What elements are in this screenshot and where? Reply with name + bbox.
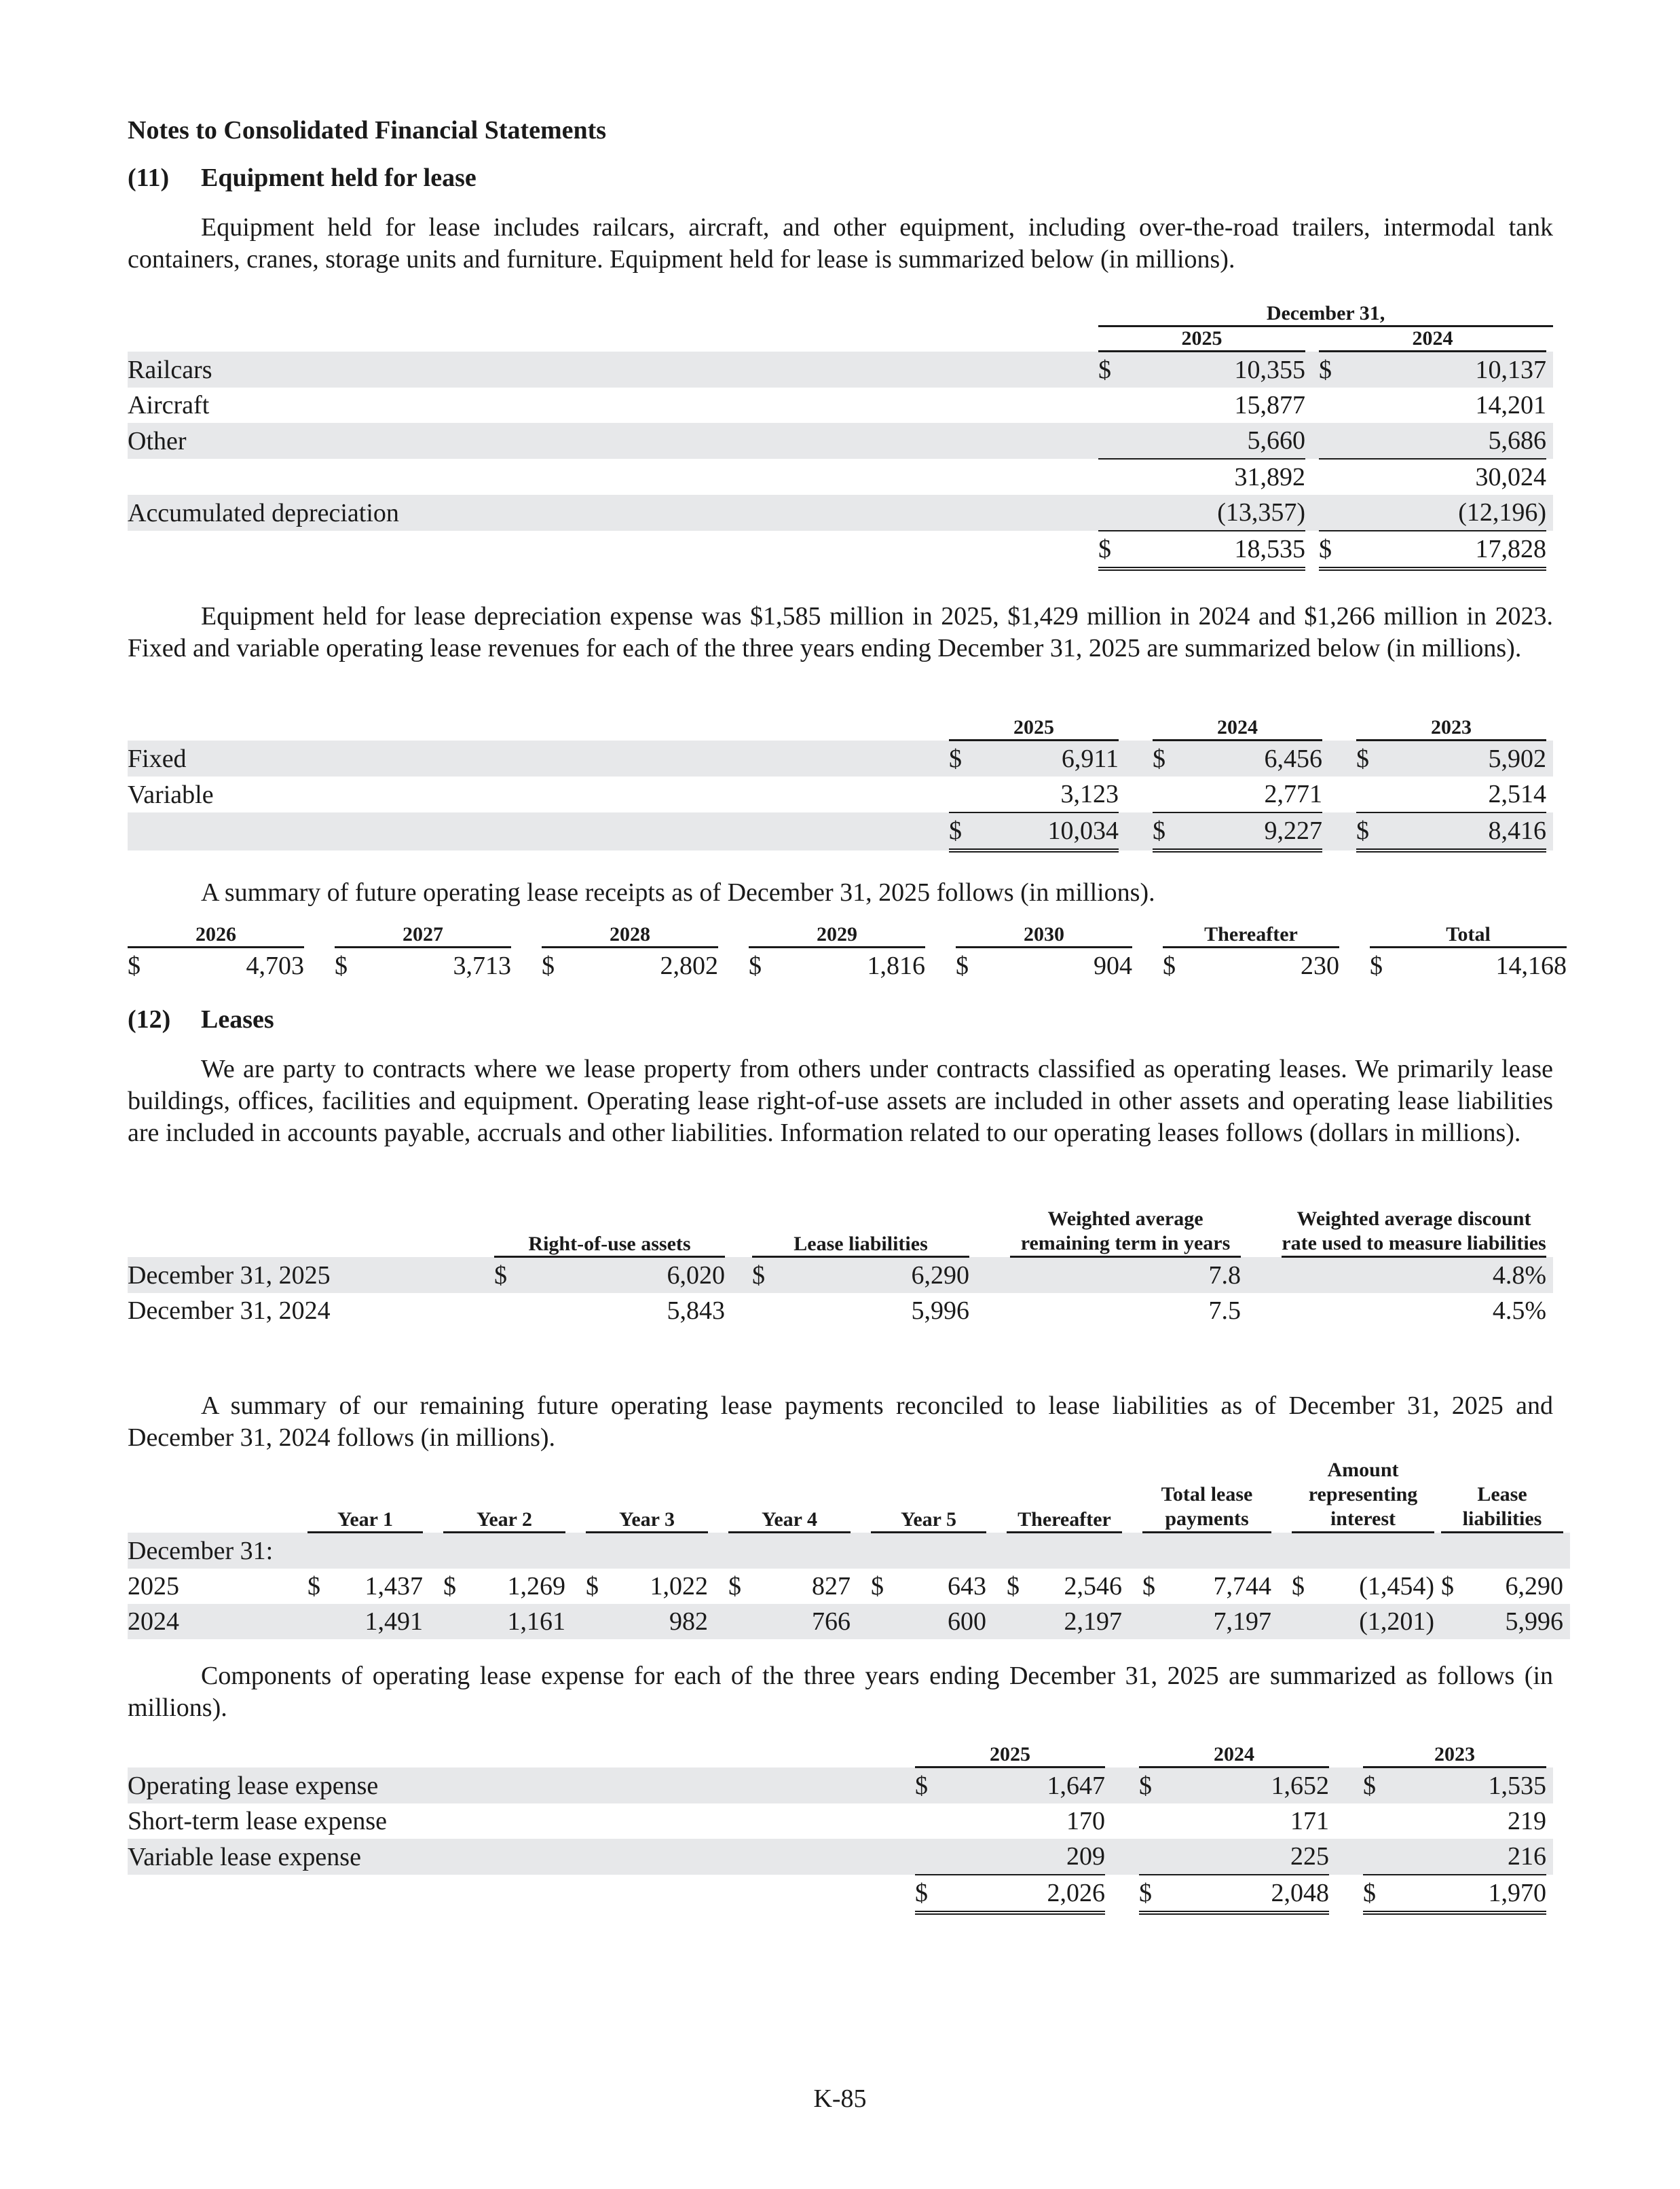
col-header: 2028	[542, 923, 718, 948]
col-header: Total lease payments	[1142, 1458, 1271, 1533]
col-header: 2024	[1153, 716, 1322, 741]
col-header: Year 2	[443, 1458, 565, 1533]
group-header: December 31,	[1098, 302, 1553, 326]
section-12-heading: (12) Leases	[128, 1005, 274, 1034]
col-header: Thereafter	[1163, 923, 1339, 948]
operating-leases-table	[128, 1207, 1553, 1328]
col-header: Amount representing interest	[1292, 1458, 1434, 1533]
table-row: Aircraft 15,877 14,201	[128, 391, 1546, 419]
equipment-table	[128, 302, 1553, 571]
table-row: $ 4,703 $ 3,713 $ 2,802 $ 1,816 $ 904 $ 230 $ 14,168	[128, 952, 1567, 980]
col-header: Year 5	[871, 1458, 986, 1533]
table-row: December 31:	[128, 1533, 1570, 1569]
section-11-heading: (11) Equipment held for lease	[128, 164, 477, 192]
col-header: 2027	[335, 923, 511, 948]
s11-paragraph-2: Equipment held for lease depreciation expense was $1,585 million in 2025, $1,429 million in 2024 and $1,266 million in 2023. Fixed and variable operating lease revenues for each of the three years ending December 31, 2025 are summarized below (in millions).	[128, 602, 1553, 662]
table-row: Variable lease expense 209 225 216	[128, 1839, 1553, 1875]
col-header: Lease liabilities	[1441, 1458, 1563, 1533]
lease-expense-table	[128, 1743, 1553, 1915]
table-row: $ 10,034 $ 9,227 $ 8,416	[128, 812, 1553, 850]
col-header: Year 3	[586, 1458, 708, 1533]
s12-paragraph-1: We are party to contracts where we lease property from others under contracts classified as operating leases. We primarily lease buildings, offices, facilities and equipment. Operating lease right-of-use assets are included in other assets and operating lease liabilities are included in accounts payable, accruals and other liabilities. Information related to our operating leases follows (dollars in millions).	[128, 1055, 1553, 1147]
col-header: Total	[1370, 923, 1567, 948]
table-row: Railcars $ 10,355 $ 10,137	[128, 352, 1553, 388]
table-row: Variable 3,123 2,771 2,514	[128, 777, 1553, 812]
page-number: K-85	[813, 2084, 867, 2113]
col-header: 2030	[956, 923, 1132, 948]
table-row: 2024 1,491 1,161 982 766 600 2,197 7,197 (1,201) 5,996	[128, 1604, 1570, 1639]
future-receipts-table	[128, 923, 1573, 984]
col-header: Year 4	[728, 1458, 851, 1533]
col-header: Lease liabilities	[752, 1207, 969, 1257]
col-header: Weighted average discount rate used to measure liabilities	[1282, 1207, 1546, 1257]
table-row: $ 18,535 $ 17,828	[128, 531, 1553, 569]
lease-revenue-table	[128, 716, 1553, 853]
s11-paragraph-3: A summary of future operating lease receipts as of December 31, 2025 follows (in millions).	[201, 878, 1155, 907]
col-header: Weighted average remaining term in years	[1010, 1207, 1241, 1257]
col-header: 2029	[749, 923, 925, 948]
col-header: 2023	[1363, 1743, 1546, 1767]
table-row: December 31, 2024 5,843 5,996 7.5 4.5%	[128, 1296, 1546, 1325]
table-row: Short-term lease expense 170 171 219	[128, 1807, 1546, 1835]
table-row: 2025 $ 1,437 $ 1,269 $ 1,022 $ 827 $ 643 $ 2,546 $ 7,744 $ (1,454) $ 6,290	[128, 1572, 1564, 1601]
table-row: Accumulated depreciation (13,357) (12,196)	[128, 495, 1553, 531]
col-header: 2025	[949, 716, 1119, 741]
col-header: 2026	[128, 923, 304, 948]
col-header: Year 1	[307, 1458, 423, 1533]
table-row: Fixed $ 6,911 $ 6,456 $ 5,902	[128, 741, 1553, 777]
table-row: 31,892 30,024	[1234, 463, 1546, 491]
table-row: Other 5,660 5,686	[128, 423, 1553, 459]
s12-paragraph-2: A summary of our remaining future operating lease payments reconciled to lease liabilities as of December 31, 2025 and December 31, 2024 follows (in millions).	[128, 1391, 1553, 1452]
col-header: Right-of-use assets	[494, 1207, 725, 1257]
col-header: 2025	[915, 1743, 1105, 1767]
table-row: $ 2,026 $ 2,048 $ 1,970	[128, 1875, 1553, 1913]
table-row: Operating lease expense $ 1,647 $ 1,652 $ 1,535	[128, 1767, 1553, 1804]
table-row: December 31, 2025 $ 6,020 $ 6,290 7.8 4.8%	[128, 1257, 1553, 1294]
lease-payments-table	[128, 1458, 1570, 1639]
page-title: Notes to Consolidated Financial Statements	[128, 116, 607, 145]
col-header: 2024	[1139, 1743, 1329, 1767]
s11-paragraph-1: Equipment held for lease includes railcars, aircraft, and other equipment, including over-the-road trailers, intermodal tank containers, cranes, storage units and furniture. Equipment held for lease is summarized below (in millions).	[128, 213, 1553, 274]
col-header: 2023	[1356, 716, 1546, 741]
col-header: 2024	[1319, 326, 1546, 352]
s12-paragraph-3: Components of operating lease expense for each of the three years ending December 31, 2025 are summarized as follows (in millions).	[128, 1662, 1553, 1722]
col-header: 2025	[1098, 326, 1305, 352]
col-header: Thereafter	[1007, 1458, 1122, 1533]
